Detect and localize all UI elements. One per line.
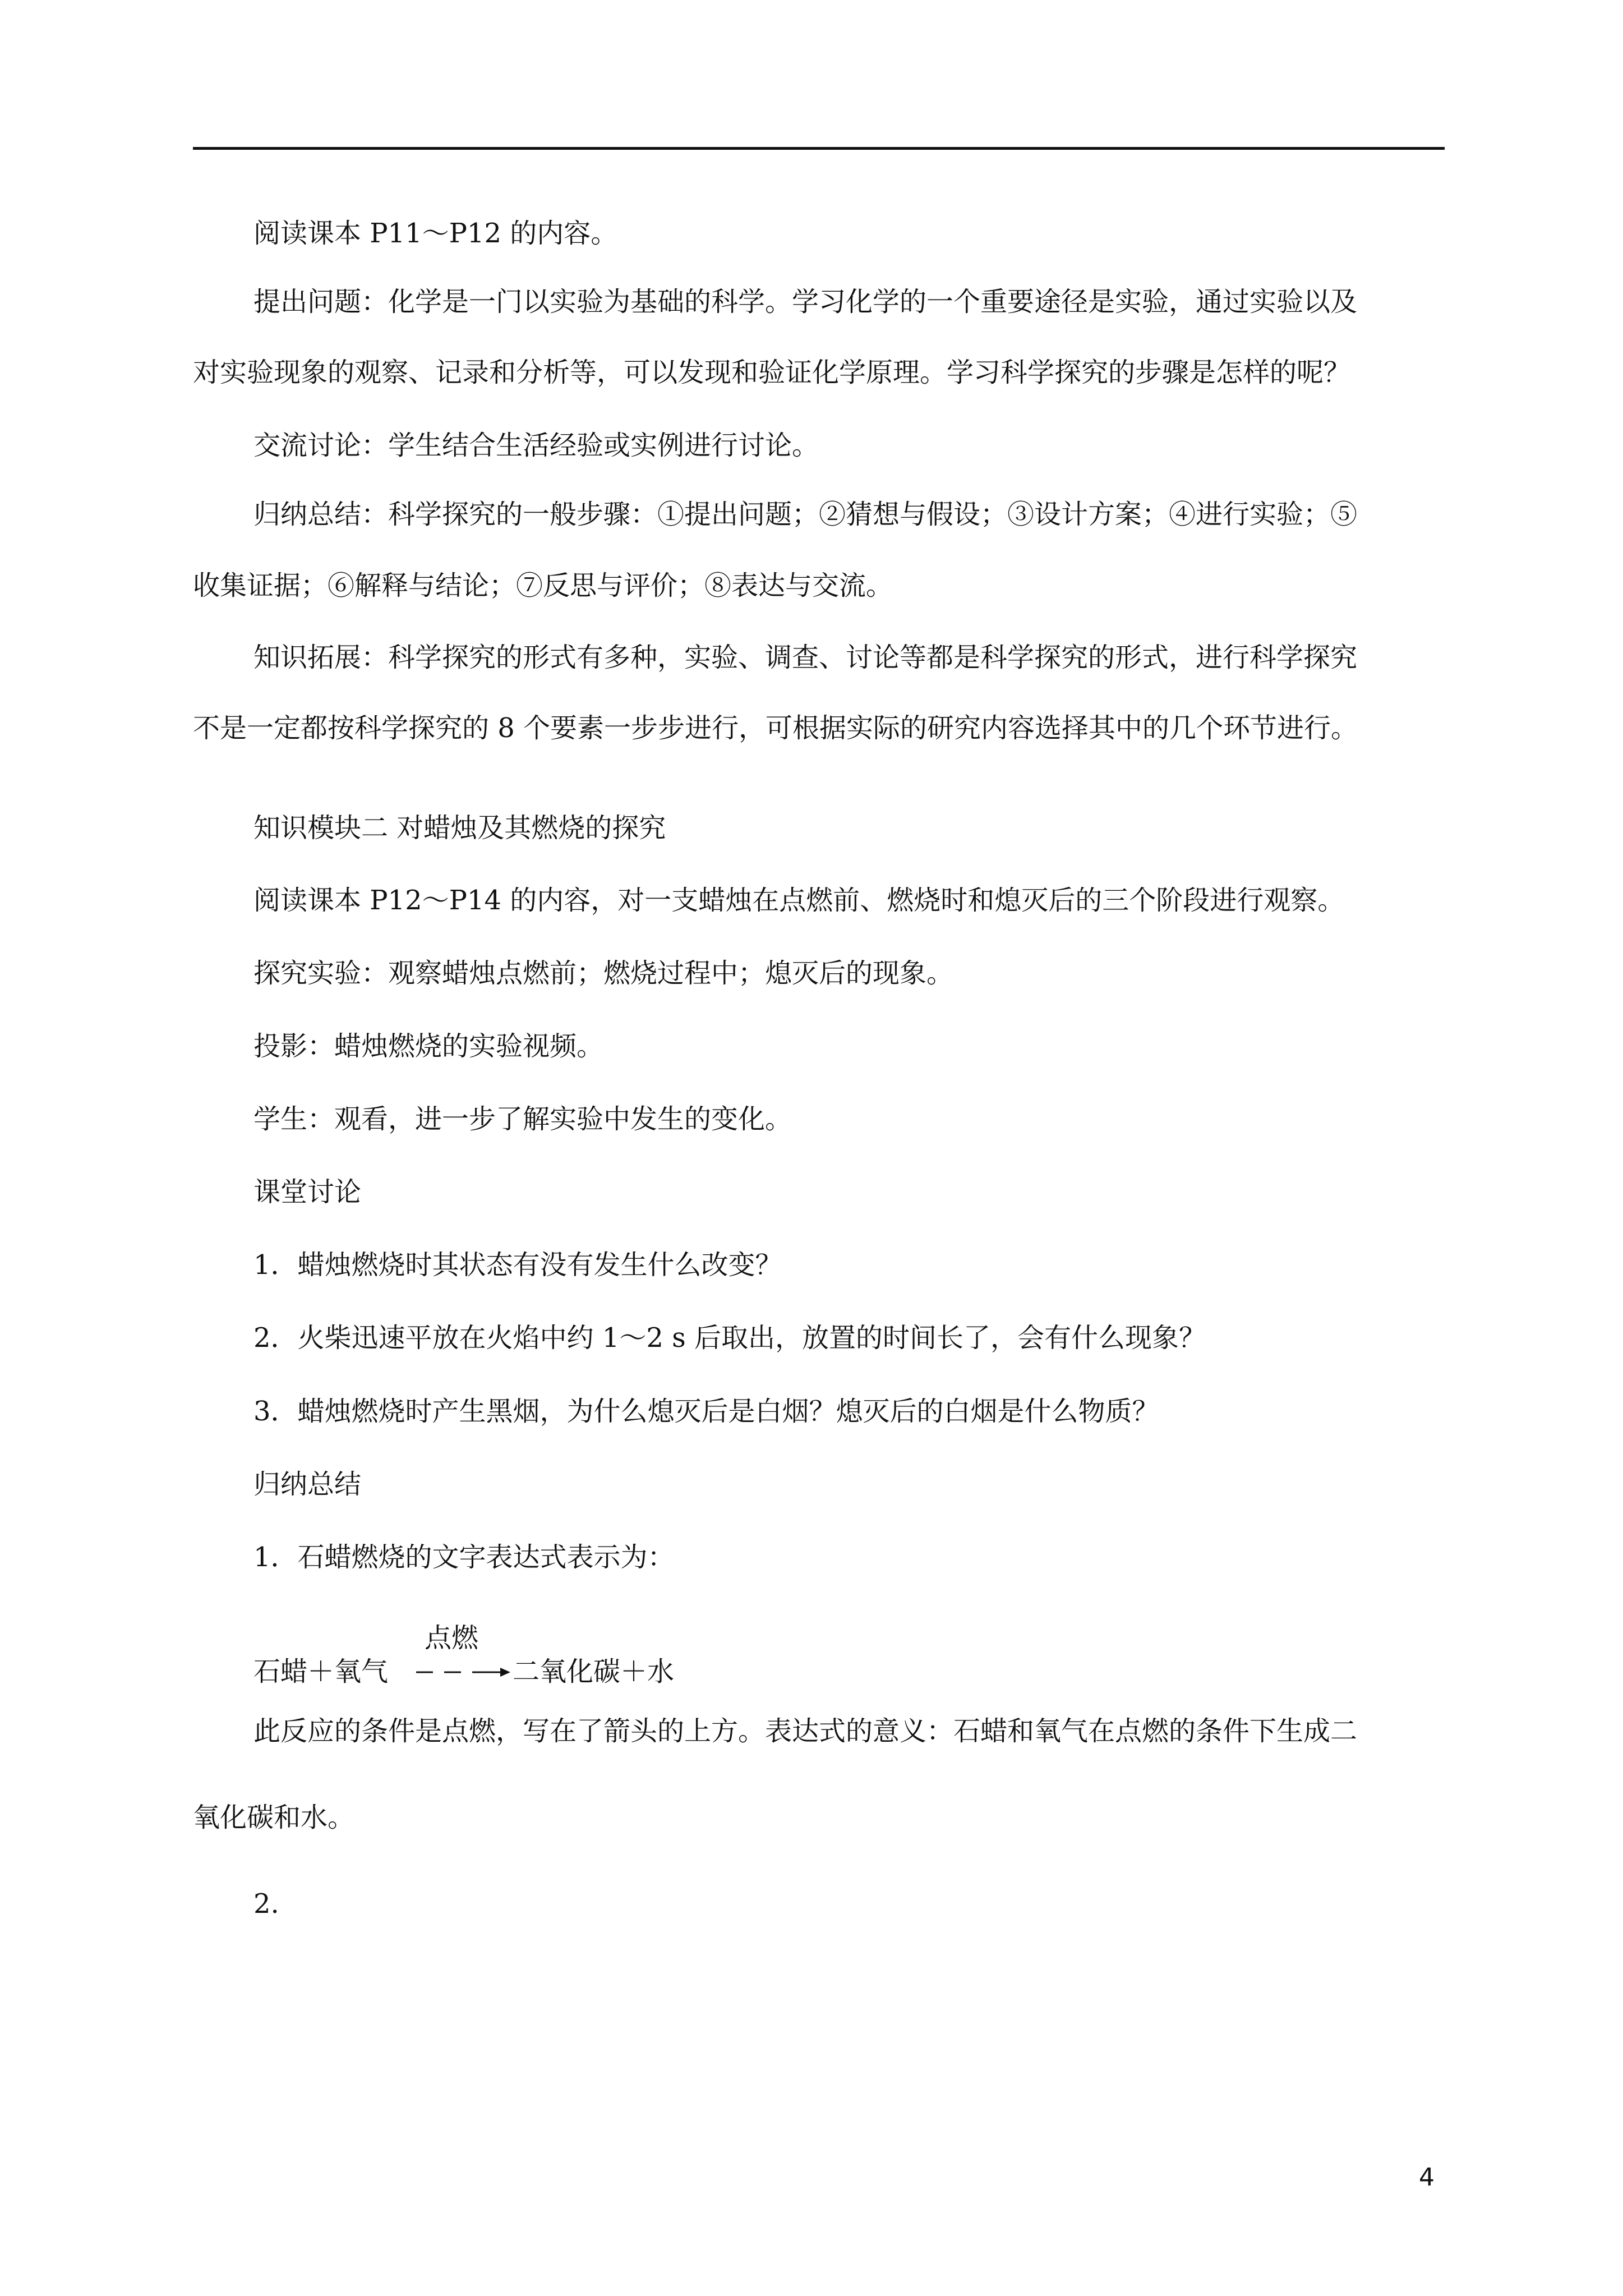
paragraph-line: 投影：蜡烛燃烧的实验视频。: [253, 1030, 604, 1062]
page-number: 4: [1419, 2163, 1435, 2192]
paragraph-line: 交流讨论：学生结合生活经验或实例进行讨论。: [253, 430, 819, 461]
section-heading: 课堂讨论: [253, 1176, 362, 1208]
paragraph-line: 探究实验：观察蜡烛点燃前；燃烧过程中；熄灭后的现象。: [253, 958, 954, 989]
equation-condition: 点燃: [425, 1622, 479, 1654]
equation-products: 二氧化碳＋水: [513, 1656, 675, 1687]
paragraph-line: 阅读课本 P11～P12 的内容。: [253, 218, 618, 249]
paragraph-line: 归纳总结：科学探究的一般步骤：①提出问题；②猜想与假设；③设计方案；④进行实验；⑤: [253, 499, 1358, 530]
list-item: 2．火柴迅速平放在火焰中约 1～2 s 后取出，放置的时间长了，会有什么现象？: [253, 1322, 1206, 1354]
paragraph-line: 阅读课本 P12～P14 的内容，对一支蜡烛在点燃前、燃烧时和熄灭后的三个阶段进行观察。: [253, 885, 1345, 916]
paragraph-line: 收集证据；⑥解释与结论；⑦反思与评价；⑧表达与交流。: [193, 570, 893, 601]
section-heading: 知识模块二 对蜡烛及其燃烧的探究: [253, 812, 666, 844]
paragraph-line: 学生：观看，进一步了解实验中发生的变化。: [253, 1103, 792, 1135]
list-item: 1．蜡烛燃烧时其状态有没有发生什么改变？: [253, 1249, 782, 1281]
word-equation: [253, 1622, 1039, 1699]
section-heading: 归纳总结: [253, 1469, 362, 1500]
paragraph-line: 不是一定都按科学探究的 8 个要素一步步进行，可根据实际的研究内容选择其中的几个环节进行。: [193, 712, 1358, 744]
paragraph-line: 此反应的条件是点燃，写在了箭头的上方。表达式的意义：石蜡和氧气在点燃的条件下生成二: [253, 1715, 1358, 1747]
header-rule: [193, 147, 1445, 150]
equation-reactants: 石蜡＋氧气: [253, 1656, 389, 1687]
paragraph-line: 知识拓展：科学探究的形式有多种，实验、调查、讨论等都是科学探究的形式，进行科学探究: [253, 642, 1358, 673]
paragraph-line: 氧化碳和水。: [193, 1802, 355, 1833]
list-item: 2.: [253, 1888, 279, 1920]
paragraph-line: 对实验现象的观察、记录和分析等，可以发现和验证化学原理。学习科学探究的步骤是怎样的呢？: [193, 357, 1351, 388]
list-item: 3．蜡烛燃烧时产生黑烟，为什么熄灭后是白烟？熄灭后的白烟是什么物质？: [253, 1396, 1159, 1427]
paragraph-line: 提出问题：化学是一门以实验为基础的科学。学习化学的一个重要途径是实验，通过实验以及: [253, 286, 1358, 318]
list-item: 1．石蜡燃烧的文字表达式表示为：: [253, 1542, 675, 1573]
